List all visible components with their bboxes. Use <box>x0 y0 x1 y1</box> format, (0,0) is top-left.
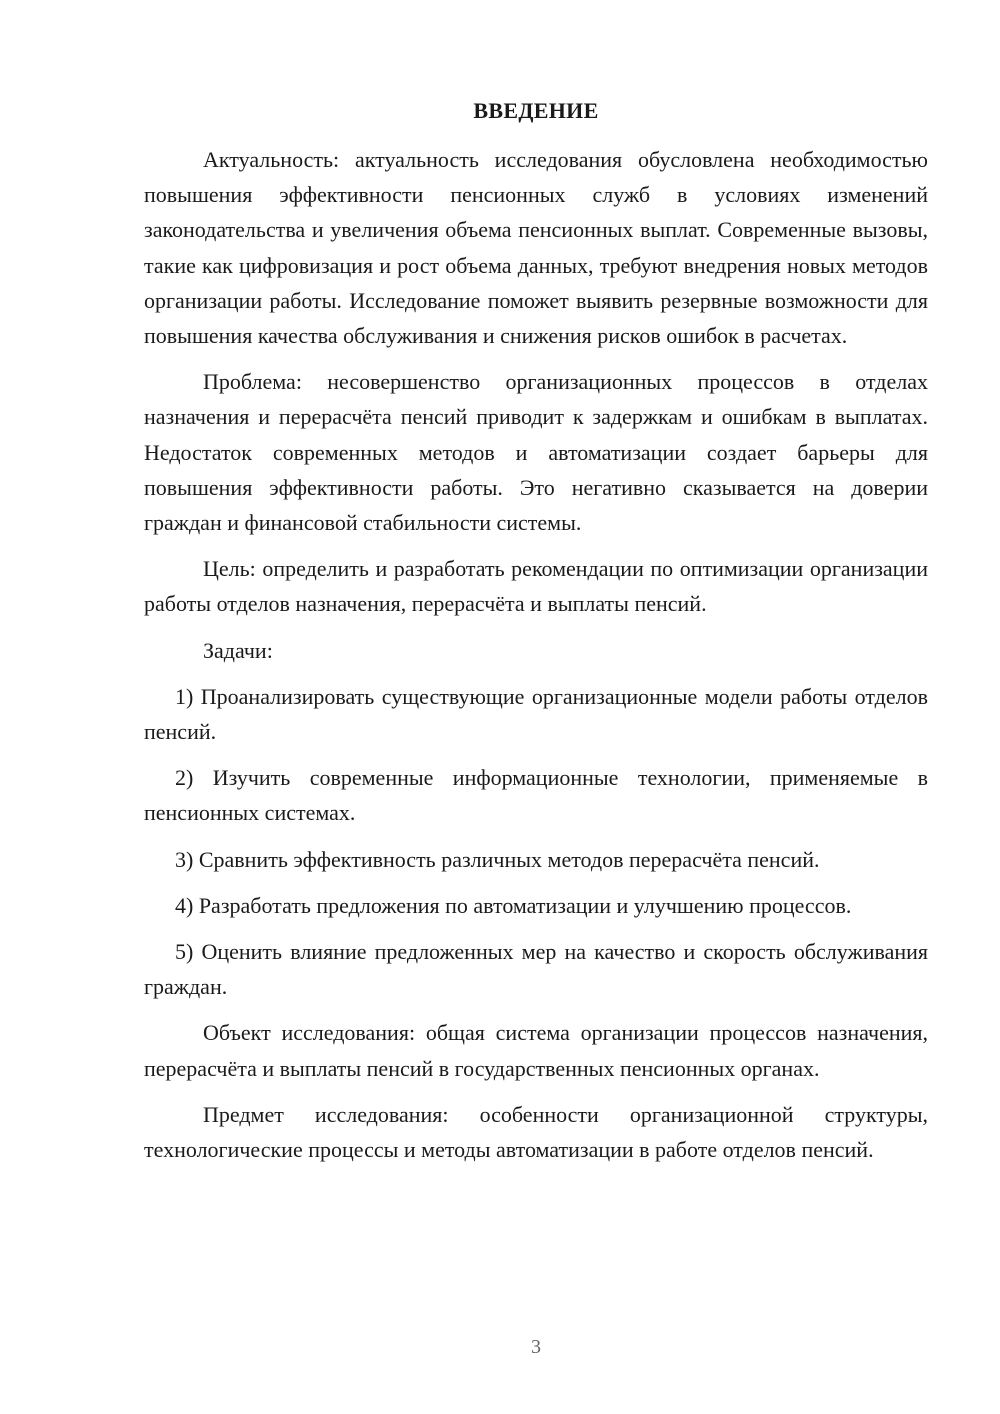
document-body <box>144 142 928 1178</box>
task-item: 4) Разработать предложения по автоматизации и улучшению процессов. <box>175 892 852 918</box>
paragraph-problem: Проблема: несовершенство организационных процессов в отделах назначения и перерасчёта пенсий приводит к задержкам и ошибкам в выплатах. Недостаток современных методов и автоматизации создает барьеры для повышения эффективности работы. Это негативно сказывается на доверии граждан и финансовой стабильности системы. <box>144 369 928 536</box>
section-title: ВВЕДЕНИЕ <box>473 98 599 123</box>
paragraph-subject: Предмет исследования: особенности организационной структуры, технологические процессы и методы автоматизации в работе отделов пенсий. <box>144 1101 928 1163</box>
paragraph-goal: Цель: определить и разработать рекомендации по оптимизации организации работы отделов назначения, перерасчёта и выплаты пенсий. <box>144 556 928 617</box>
paragraph-object: Объект исследования: общая система организации процессов назначения, перерасчёта и выплаты пенсий в государственных пенсионных органах. <box>144 1020 928 1081</box>
tasks-list <box>144 679 928 1005</box>
task-item: 5) Оценить влияние предложенных мер на качество и скорость обслуживания граждан. <box>144 939 928 1000</box>
tasks-heading: Задачи: <box>203 637 273 663</box>
task-item: 2) Изучить современные информационные технологии, применяемые в пенсионных системах. <box>144 765 928 826</box>
page-number: 3 <box>531 1336 541 1358</box>
task-item: 3) Сравнить эффективность различных методов перерасчёта пенсий. <box>175 846 820 872</box>
task-item: 1) Проанализировать существующие организационные модели работы отделов пенсий. <box>144 683 928 745</box>
paragraph-relevance: Актуальность: актуальность исследования обусловлена необходимостью повышения эффективности пенсионных служб в условиях изменений законодательства и увеличения объема пенсионных выплат. Современные вызовы, такие как цифровизация и рост объема данных, требуют внедрения новых методов организации работы. Исследование поможет выявить резервные возможности для повышения качества обслуживания и снижения рисков ошибок в расчетах. <box>144 147 928 349</box>
